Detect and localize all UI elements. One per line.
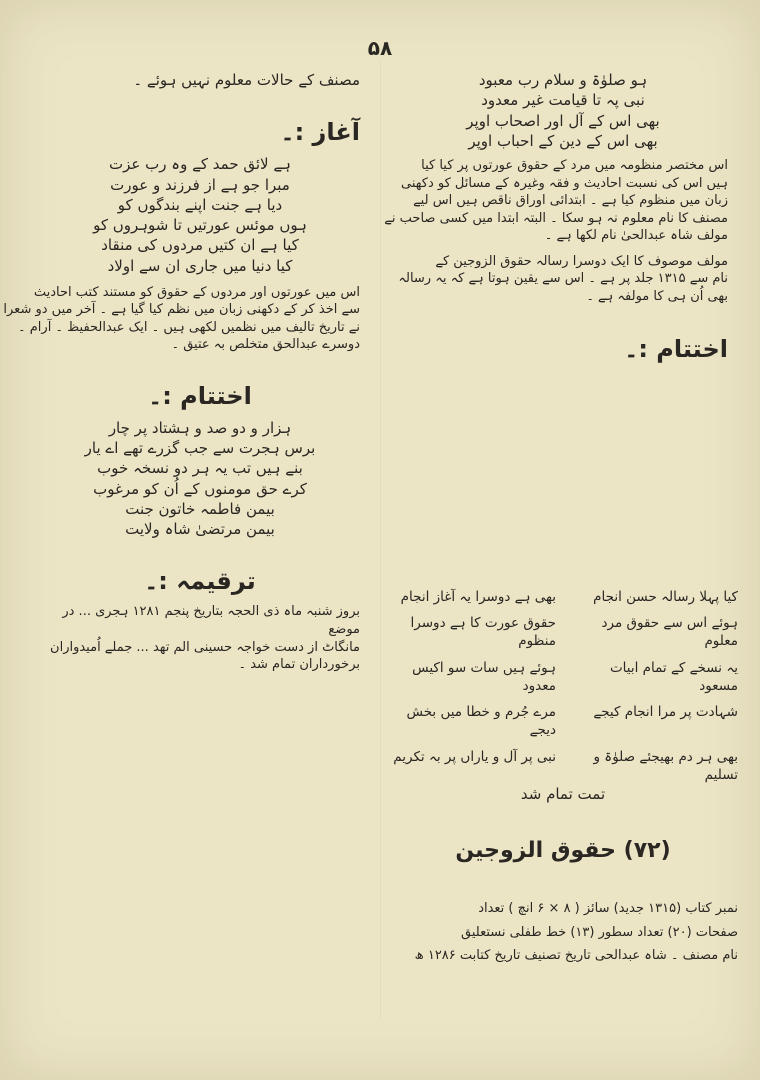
column-divider [380,60,381,1020]
meta-line: نام مصنف ۔ شاہ عبدالحی تاریخ تصنیف تاریخ کتابت ۱۲۸۶ ھ [414,948,738,964]
aghaz-line: کیا ہے ان کتیں مردوں کی منقاد [101,236,299,255]
couplet-line: یہ نسخے کے تمام ابیات مسعود [609,659,738,694]
tarqima-line: بروز شنبہ ماہ ذی الحجہ بتاریخ پنجم ۱۲۸۱ ہجری ... در موضع [62,604,360,637]
aghaz-heading: آغاز :۔ [280,118,360,147]
prose-line: اس میں عورتوں اور مردوں کے حقوق کو مستند کتب احادیث [33,284,360,300]
ending-couplets [388,588,738,784]
aghaz-line: کیا دنیا میں جاری ان سے اولاد [107,256,293,275]
ending-line: ہزار و دو صد و ہشتاد پر چار [108,418,292,437]
tamat-text: تمت تمام شد [520,785,606,803]
couplet-line: شہادت پر مرا انجام کیجے [593,704,738,721]
tamat-line [388,784,738,804]
opening-line: نبی پہ تا قیامت غیر معدود [481,91,645,110]
opening-line: بھی اس کے دین کے احباب اوپر [468,131,658,150]
aghaz-line: ہوں موئس عورتیں تا شوہروں کو [93,216,307,234]
couplet-line: ہوئے اس سے حقوق مرد معلوم [601,615,738,650]
prose-line: ہیں اس کی نسبت احادیث و فقہ وغیرہ کے مسائل کو دکھنی [401,175,728,191]
opening-line: بھی اس کے آل اور اصحاب اوپر [466,111,660,130]
couplet-line: ہوئے ہیں سات سو اکیس معدود [412,659,556,694]
prose-line: مصنف کا نام معلوم نہ ہو سکا ۔ البتہ ابتدا میں کسی صاحب نے [384,210,728,226]
ending-line: بیمن فاطمہ خاتون جنت [125,499,275,518]
opening-line: ہو صلوٰۃ و سلام رب معبود [478,71,648,89]
prose-line: نام سے ۱۳۱۵ جلد پر ہے ۔ اس سے یقین ہوتا ہے کہ یہ رسالہ [398,271,728,287]
aghaz-line: ہے لائق حمد کے وہ رب عزت [109,155,291,174]
ikhtitam-heading: اختتام :۔ [148,381,252,410]
tarqima-line: مانگاٹ از دست خواجہ حسینی الم تھد ... جملے اُمیدواران برخورداران تمام شد ۔ [50,639,360,673]
next-entry-heading: (۷۲) حقوق الزوجین [455,838,671,863]
aghaz-line: مبرا جو ہے از فرزند و عورت [110,175,290,194]
prose-line: دوسرے عبدالحق متخلص بہ عتیق ۔ [171,337,360,353]
couplet-line: بھی ہر دم بھیجئے صلوٰۃ و تسلیم [593,748,738,783]
couplet-line: مرے جُرم و خطا میں بخش دیجے [406,704,556,739]
ikhtitam-heading: اختتام :۔ [624,335,728,364]
prose-line: نے تاریخ تالیف میں نظمیں لکھی ہیں ۔ ایک عبدالحفیظ ۔ آرام ۔ [18,319,360,335]
tarqima-heading: ترقیمہ :۔ [144,567,256,596]
page-number: ۵۸ [367,36,393,60]
left-column [3,70,360,674]
prose-line: مولف شاہ عبدالحیٰ نام لکھا ہے ۔ [544,228,728,244]
meta-line: نمبر کتاب (۱۳۱۵ جدید) سائز ( ۸ × ۶ انچ ) تعداد [478,901,738,916]
prose-line: زبان میں منظوم کیا ہے ۔ ابتدائی اوراق ناقص ہیں اس لیے [413,193,728,209]
top-line: مصنف کے حالات معلوم نہیں ہوئے ۔ [133,71,360,89]
couplet-line: کیا پہلا رسالہ حسن انجام [593,589,738,605]
couplet-line: نبی پر آل و یاراں پر بہ تکریم [393,748,556,765]
ending-line: برس ہجرت سے جب گزرے تھے اے یار [84,439,316,458]
right-column [384,70,728,371]
prose-line: اس مختصر منظومہ میں مرد کے حقوق عورتوں پر کیا کیا [421,158,728,173]
ending-line: بیمن مرتضیٰ شاہ ولایت [125,520,275,539]
aghaz-line: دیا ہے جنت اپنے بندگوں کو [117,195,283,214]
meta-line: صفحات (۲۰) تعداد سطور (۱۳) خط طفلی نستعلیق [461,924,738,940]
catalog-meta [388,900,738,971]
couplet-line: بھی ہے دوسرا یہ آغاز انجام [400,589,556,605]
ending-line: بنے ہیں تب یہ ہر دو نسخہ خوب [97,459,303,478]
couplet-line: حقوق عورت کا ہے دوسرا منظوم [410,615,556,650]
prose-line: مولف موصوف کا ایک دوسرا رسالہ حقوق الزوجین کے [435,253,728,269]
prose-line: سے اخذ کر کے دکھنی زبان میں نظم کیا گیا ہے ۔ آخر میں دو شعرا [3,302,360,318]
prose-line: بھی اُن ہی کا مولفہ ہے ۔ [586,288,728,304]
ending-line: کرے حق مومنوں کے اُن کو مرغوب [93,479,307,498]
